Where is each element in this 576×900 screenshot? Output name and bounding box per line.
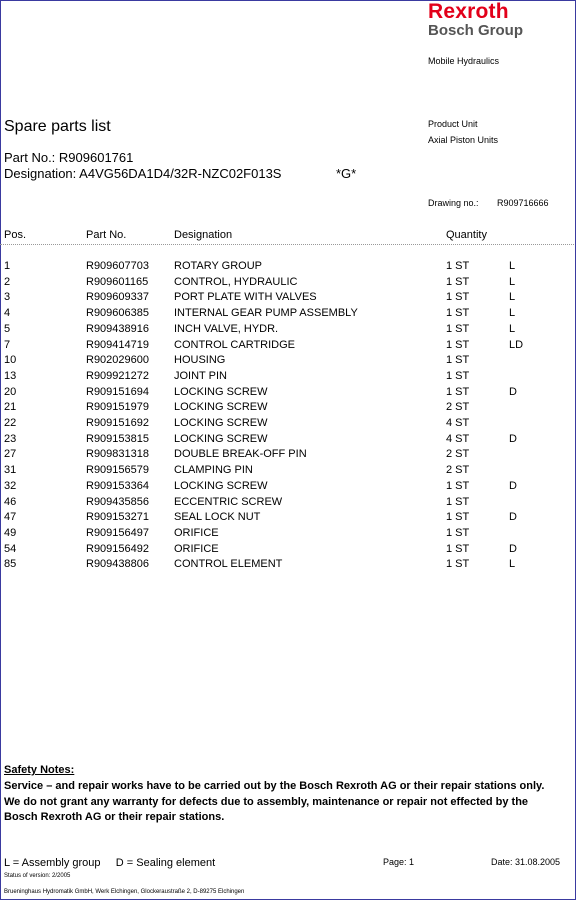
row-quantity: 1 ST <box>446 511 470 524</box>
company-address: Brueninghaus Hydromatik GmbH, Werk Elchingen, Glockeraustraße 2, D-89275 Elchingen <box>4 889 245 895</box>
product-unit-label: Product Unit <box>428 119 478 129</box>
row-part-no: R909153271 <box>86 511 150 524</box>
row-part-no: R909606385 <box>86 307 150 320</box>
safety-heading: Safety Notes: <box>4 764 75 776</box>
table-row <box>0 417 574 432</box>
table-row <box>0 291 574 306</box>
version-status: Status of version: 2/2005 <box>4 873 71 879</box>
row-quantity: 1 ST <box>446 385 470 398</box>
table-row <box>0 480 574 495</box>
row-quantity: 1 ST <box>446 495 470 508</box>
row-designation: PORT PLATE WITH VALVES <box>174 291 317 304</box>
row-part-no: R909438806 <box>86 558 150 571</box>
row-part-no: R909414719 <box>86 338 150 351</box>
table-row <box>0 354 574 369</box>
table-row <box>0 260 574 275</box>
product-family-label: Axial Piston Units <box>428 135 499 145</box>
row-part-no: R909153815 <box>86 432 150 445</box>
row-designation: LOCKING SCREW <box>174 401 268 414</box>
row-designation: HOUSING <box>174 354 226 367</box>
document-title: Spare parts list <box>4 118 111 135</box>
row-part-no: R909607703 <box>86 260 150 272</box>
drawing-number: R909716666 <box>497 198 549 208</box>
table-row <box>0 307 574 322</box>
row-quantity: 1 ST <box>446 260 470 272</box>
safety-line: Bosch Rexroth AG or their repair stations. <box>4 811 225 823</box>
row-pos: 2 <box>4 275 11 288</box>
row-designation: INTERNAL GEAR PUMP ASSEMBLY <box>174 307 358 320</box>
header-quantity: Quantity <box>446 229 487 241</box>
row-code: L <box>509 260 516 272</box>
division-label: Mobile Hydraulics <box>428 56 500 66</box>
row-quantity: 1 ST <box>446 558 470 571</box>
row-quantity: 1 ST <box>446 479 470 492</box>
row-quantity: 1 ST <box>446 307 470 320</box>
row-pos: 7 <box>4 338 11 351</box>
document-date: Date: 31.08.2005 <box>491 857 561 867</box>
row-part-no: R909438916 <box>86 322 150 335</box>
table-row <box>0 448 574 463</box>
row-code: L <box>509 307 516 320</box>
row-designation: CLAMPING PIN <box>174 464 253 477</box>
row-part-no: R909921272 <box>86 369 150 382</box>
row-code: L <box>509 558 516 571</box>
row-code: D <box>509 385 517 398</box>
drawing-label: Drawing no.: <box>428 198 479 208</box>
row-part-no: R909831318 <box>86 448 150 461</box>
row-designation: ECCENTRIC SCREW <box>174 495 283 508</box>
row-designation: CONTROL, HYDRAULIC <box>174 275 298 288</box>
row-designation: LOCKING SCREW <box>174 479 268 492</box>
row-quantity: 1 ST <box>446 275 470 288</box>
row-code: L <box>509 322 516 335</box>
row-quantity: 2 ST <box>446 448 470 461</box>
row-designation: CONTROL CARTRIDGE <box>174 338 296 351</box>
row-designation: LOCKING SCREW <box>174 432 268 445</box>
row-designation: CONTROL ELEMENT <box>174 558 283 571</box>
row-part-no: R909609337 <box>86 291 150 304</box>
row-pos: 3 <box>4 291 11 304</box>
row-part-no: R909156497 <box>86 526 150 539</box>
row-code: LD <box>509 338 524 351</box>
row-pos: 49 <box>4 526 17 539</box>
row-pos: 23 <box>4 432 17 445</box>
row-quantity: 1 ST <box>446 354 470 367</box>
legend: L = Assembly group D = Sealing element <box>4 857 216 869</box>
row-part-no: R909151694 <box>86 385 150 398</box>
table-row <box>0 339 574 354</box>
row-designation: ORIFICE <box>174 542 219 555</box>
row-part-no: R909156579 <box>86 464 150 477</box>
row-pos: 27 <box>4 448 17 461</box>
row-designation: DOUBLE BREAK-OFF PIN <box>174 448 307 461</box>
row-pos: 85 <box>4 558 17 571</box>
row-quantity: 4 ST <box>446 432 470 445</box>
table-row <box>0 433 574 448</box>
row-pos: 5 <box>4 322 11 335</box>
row-pos: 10 <box>4 354 17 367</box>
row-part-no: R902029600 <box>86 354 150 367</box>
row-code: D <box>509 432 517 445</box>
row-part-no: R909151979 <box>86 401 150 414</box>
row-quantity: 1 ST <box>446 542 470 555</box>
safety-line: We do not grant any warranty for defects due to assembly, maintenance or repair not effected by the <box>4 796 529 808</box>
row-quantity: 4 ST <box>446 417 470 429</box>
brand-group: Bosch Group <box>428 22 524 39</box>
row-designation: LOCKING SCREW <box>174 417 268 429</box>
row-code: L <box>509 291 516 304</box>
row-pos: 4 <box>4 307 11 320</box>
row-designation: SEAL LOCK NUT <box>174 511 261 524</box>
row-quantity: 1 ST <box>446 322 470 335</box>
row-pos: 54 <box>4 542 17 555</box>
row-code: L <box>509 275 516 288</box>
row-pos: 22 <box>4 417 17 429</box>
row-quantity: 2 ST <box>446 401 470 414</box>
row-code: D <box>509 511 517 524</box>
header-divider <box>0 244 574 245</box>
row-quantity: 1 ST <box>446 526 470 539</box>
row-code: D <box>509 479 517 492</box>
brand-logo: Rexroth <box>428 0 509 23</box>
row-pos: 1 <box>4 260 11 272</box>
row-quantity: 1 ST <box>446 338 470 351</box>
header-designation: Designation <box>174 229 233 241</box>
page-number: Page: 1 <box>383 857 415 867</box>
table-row <box>0 496 574 511</box>
row-designation: ROTARY GROUP <box>174 260 263 272</box>
table-row <box>0 558 574 573</box>
part-number: Part No.: R909601761 <box>4 150 134 165</box>
row-pos: 47 <box>4 511 17 524</box>
safety-line: Service – and repair works have to be carried out by the Bosch Rexroth AG or their repair stations only. <box>4 780 545 792</box>
row-part-no: R909435856 <box>86 495 150 508</box>
header-part-no: Part No. <box>86 229 127 241</box>
table-row <box>0 543 574 558</box>
table-row <box>0 464 574 479</box>
row-pos: 32 <box>4 479 17 492</box>
row-pos: 20 <box>4 385 17 398</box>
designation-suffix: *G* <box>336 166 357 181</box>
table-row <box>0 370 574 385</box>
table-row <box>0 511 574 526</box>
row-designation: ORIFICE <box>174 526 219 539</box>
row-part-no: R909601165 <box>86 275 149 288</box>
designation: Designation: A4VG56DA1D4/32R-NZC02F013S <box>4 166 282 181</box>
row-quantity: 1 ST <box>446 369 470 382</box>
row-part-no: R909156492 <box>86 542 150 555</box>
row-designation: INCH VALVE, HYDR. <box>174 322 279 335</box>
row-code: D <box>509 542 517 555</box>
row-part-no: R909151692 <box>86 417 150 429</box>
row-pos: 13 <box>4 369 17 382</box>
row-designation: JOINT PIN <box>174 369 227 382</box>
row-pos: 21 <box>4 401 17 414</box>
row-quantity: 1 ST <box>446 291 470 304</box>
row-pos: 46 <box>4 495 17 508</box>
row-quantity: 2 ST <box>446 464 470 477</box>
row-pos: 31 <box>4 464 17 477</box>
table-row <box>0 401 574 416</box>
table-row <box>0 323 574 338</box>
table-row <box>0 386 574 401</box>
row-part-no: R909153364 <box>86 479 150 492</box>
table-row <box>0 276 574 291</box>
table-row <box>0 527 574 542</box>
header-pos: Pos. <box>4 229 27 241</box>
row-designation: LOCKING SCREW <box>174 385 268 398</box>
